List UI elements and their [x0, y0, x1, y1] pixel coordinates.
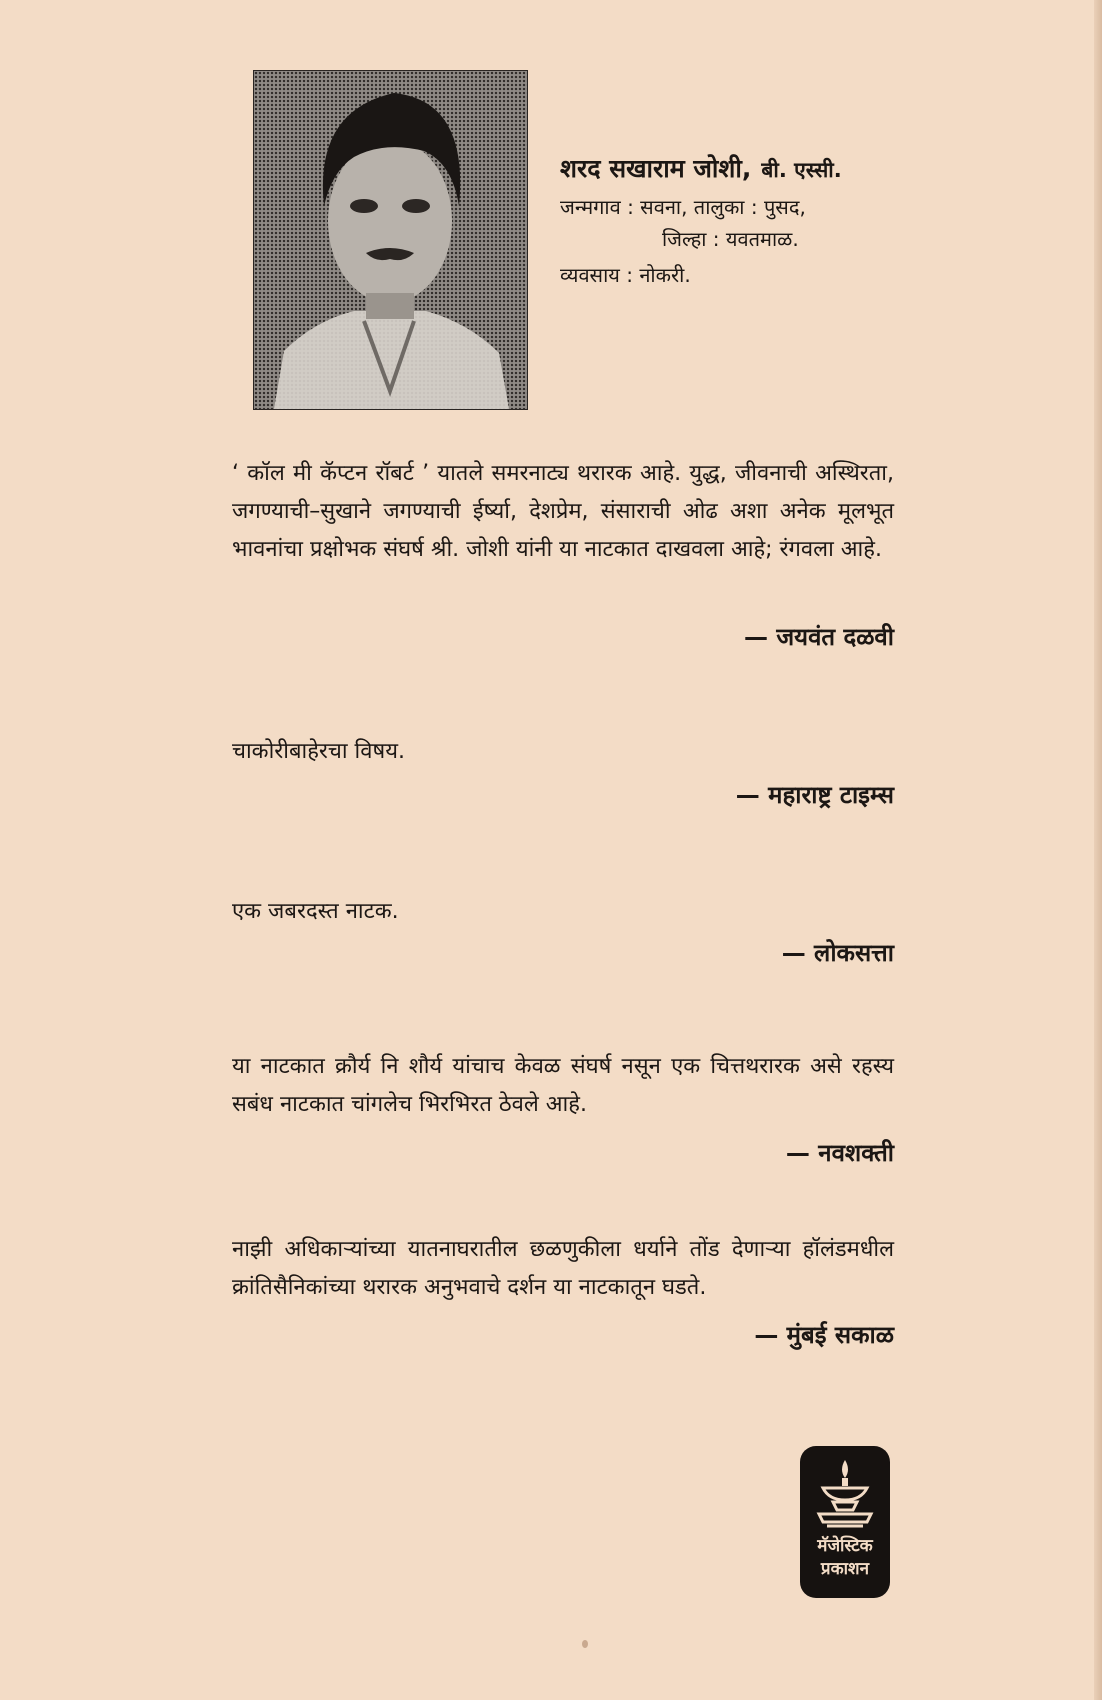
review-source: — जयवंत दळवी — [743, 623, 894, 651]
review-source: — मुंबई सकाळ — [754, 1321, 894, 1349]
author-district: जिल्हा : यवतमाळ. — [662, 227, 799, 251]
review-text: चाकोरीबाहेरचा विषय. — [232, 739, 405, 764]
review-text: एक जबरदस्त नाटक. — [232, 899, 399, 924]
review-source: — नवशक्ती — [785, 1139, 894, 1167]
review-text: या नाटकात क्रौर्य नि शौर्य यांचाच केवळ संघर्ष नसून एक चित्तथरारक असे रहस्य सबंध नाटकात चांगलेच भिरभिरत ठेवले आहे. — [232, 1054, 894, 1117]
review-text: नाझी अधिकाऱ्यांच्या यातनाघरातील छळणुकीला धर्याने तोंड देणाऱ्या हॉलंडमधील क्रांतिसैनिकांच्या थरारक अनुभवाचे दर्शन या नाटकातून घडते. — [232, 1237, 894, 1300]
author-photo — [253, 70, 528, 410]
review-source: — महाराष्ट्र टाइम्स — [735, 781, 894, 809]
author-name-line — [560, 152, 900, 187]
author-portrait-illustration — [254, 71, 527, 409]
author-birthplace: जन्मगाव : सवना, तालुका : पुसद, — [560, 195, 806, 219]
author-info — [560, 152, 900, 291]
author-name: शरद सखाराम जोशी, — [560, 154, 752, 183]
author-occupation: व्यवसाय : नोकरी. — [560, 263, 691, 287]
publisher-logo — [800, 1446, 890, 1598]
page-edge — [1094, 0, 1102, 1700]
paper-stain — [582, 1640, 588, 1648]
publisher-name-line1: मॅजेस्टिक — [817, 1536, 873, 1556]
review-source: — लोकसत्ता — [781, 939, 894, 967]
lamp-icon — [813, 1456, 877, 1534]
publisher-name-line2: प्रकाशन — [820, 1559, 870, 1579]
author-degree: बी. एस्सी. — [761, 158, 842, 182]
review-text: ‘ कॉल मी कॅप्टन रॉबर्ट ’ यातले समरनाट्य थरारक आहे. युद्ध, जीवनाची अस्थिरता, जगण्याची–सुखाने जगण्याची ईर्ष्या, देशप्रेम, संसाराची ओढ अशा अनेक मूलभूत भावनांचा प्रक्षोभक संघर्ष श्री. जोशी यांनी या नाटकात दाखवला आहे; रंगवला आहे. — [232, 461, 894, 562]
